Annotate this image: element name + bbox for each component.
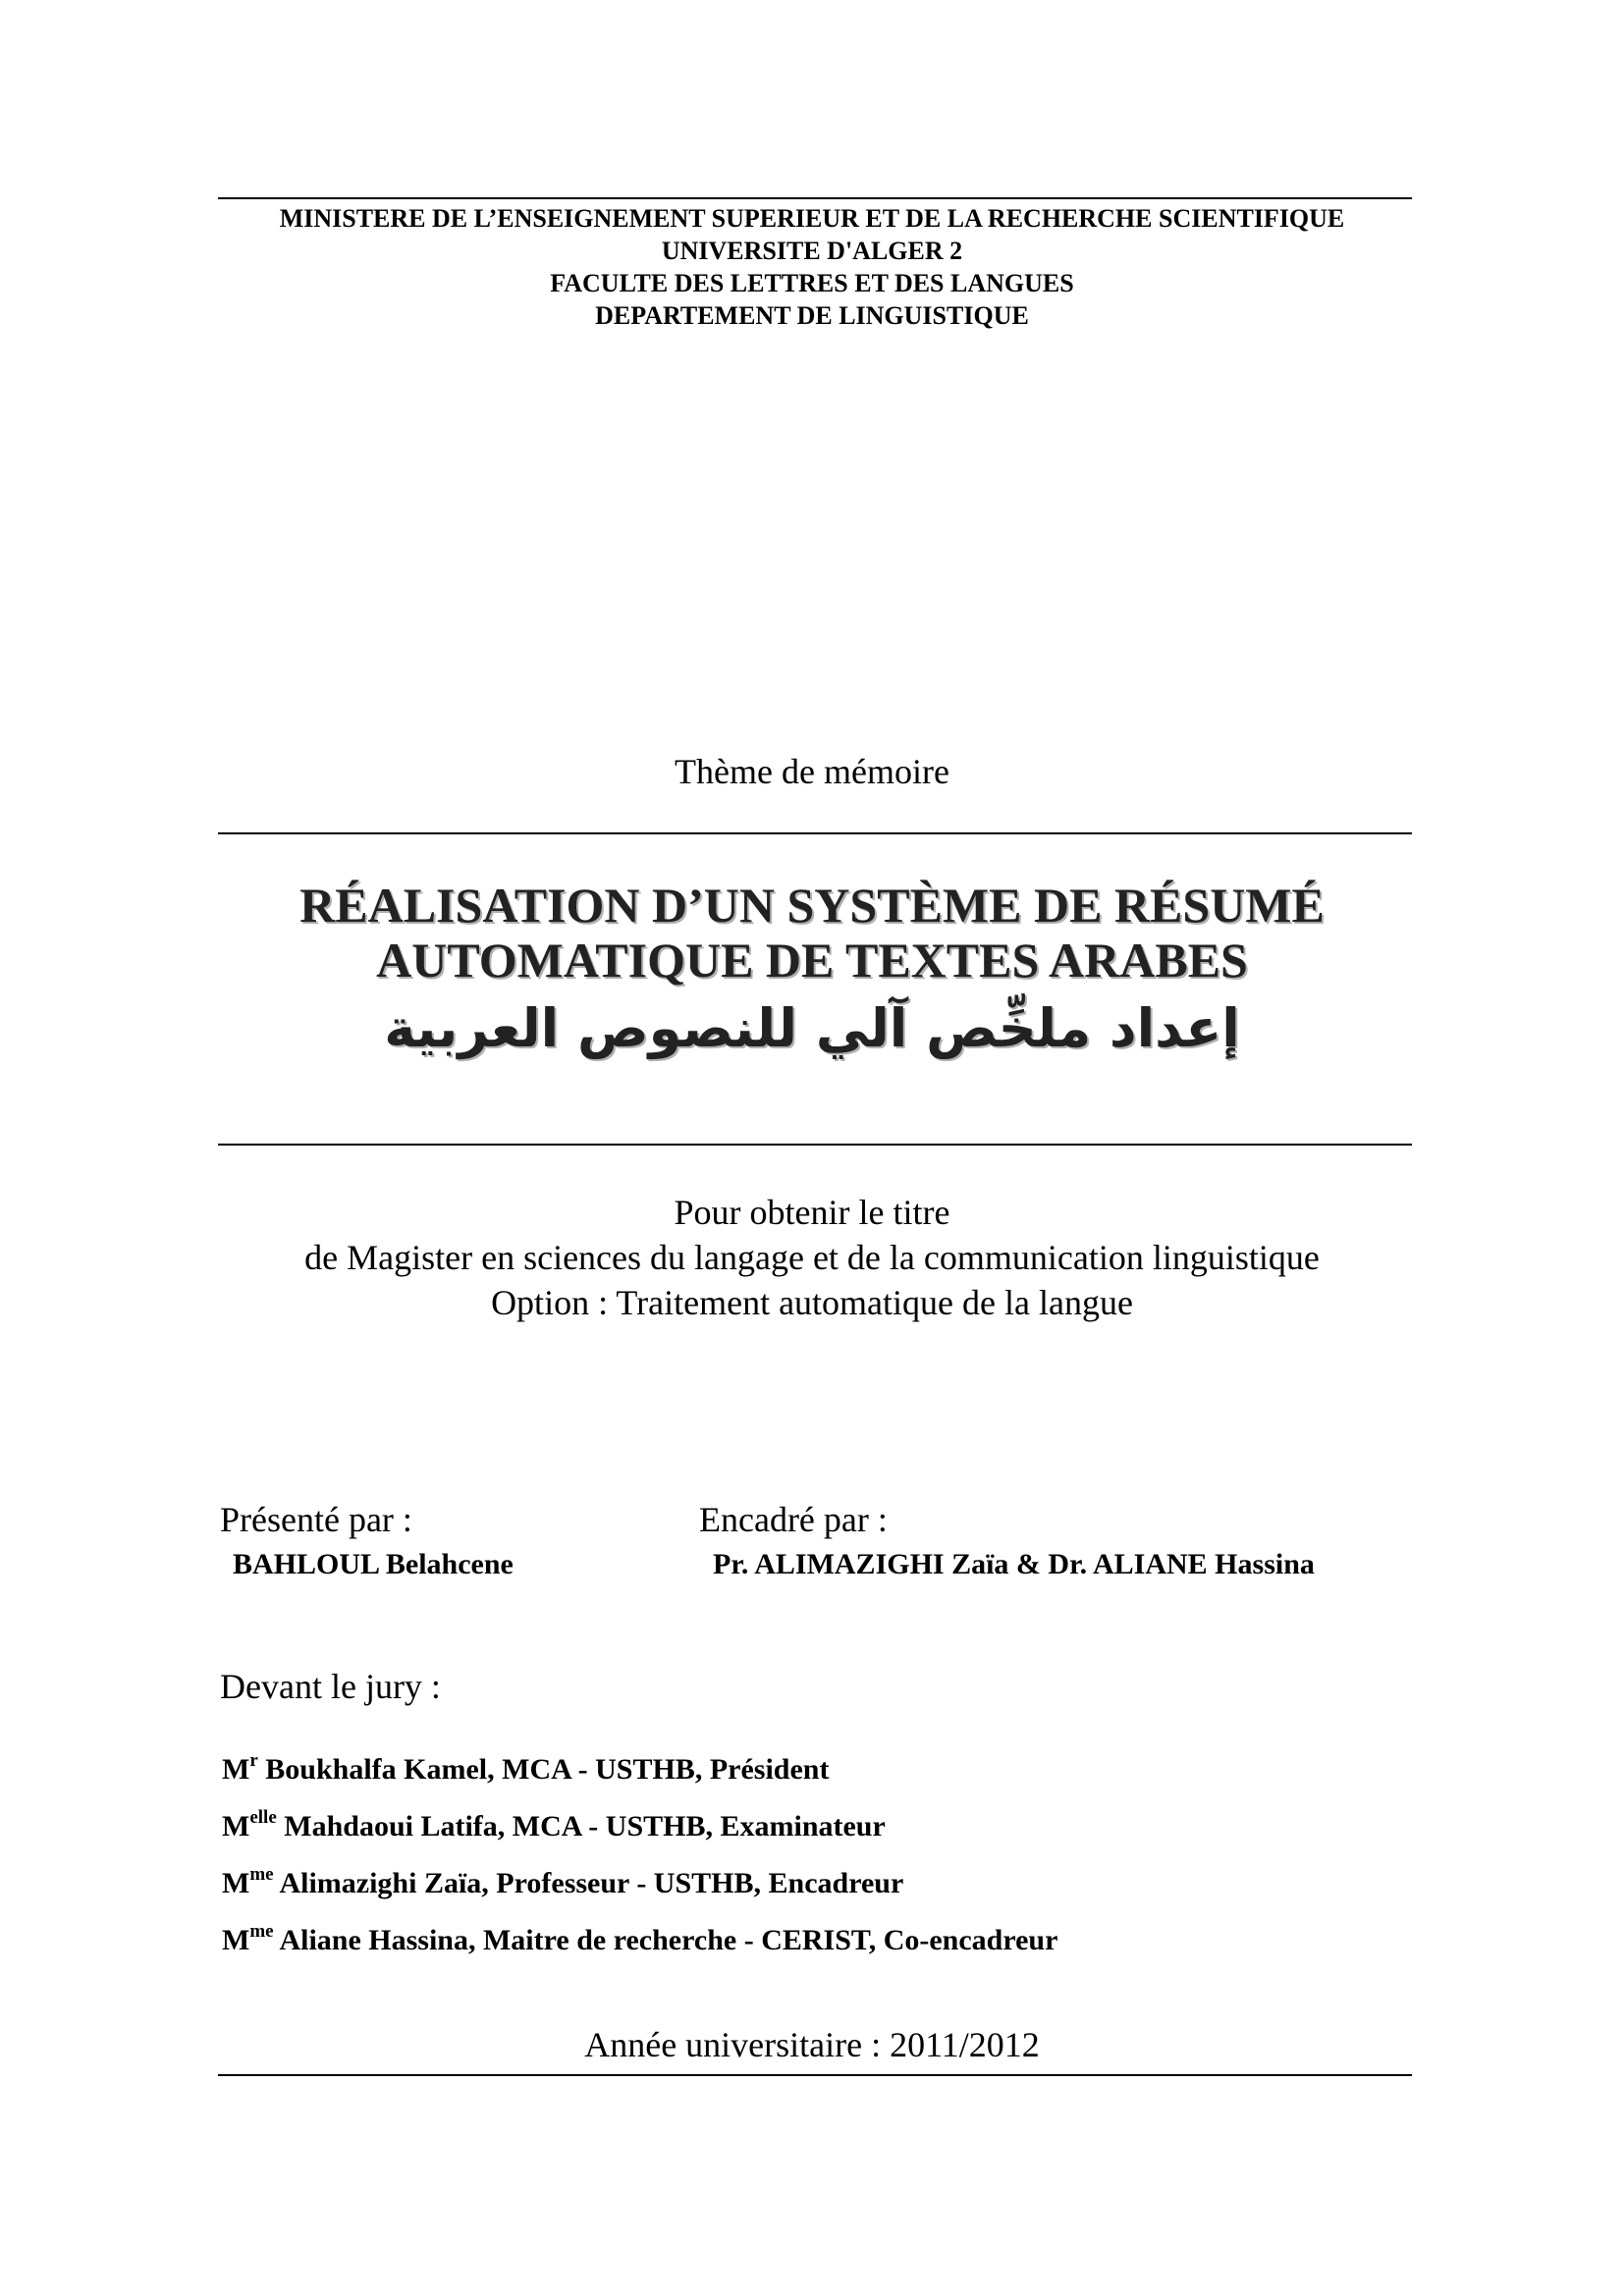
supervised-label: Encadré par : (699, 1500, 888, 1539)
author-name: BAHLOUL Belahcene (233, 1548, 514, 1580)
bottom-rule (218, 2074, 1412, 2076)
title-bottom-rule (218, 1144, 1412, 1146)
degree-line-1: Pour obtenir le titre (674, 1193, 950, 1232)
faculty-line: FACULTE DES LETTRES ET DES LANGUES (550, 269, 1074, 297)
jury-member-3: $M^{me}$ Alimazighi Zaïa, Professeur - USTHB, Encadreur (222, 1864, 904, 1899)
degree-line-2: de Magister en sciences du langage et de la communication linguistique (304, 1238, 1320, 1277)
thesis-title (0, 878, 1624, 988)
jury-member-2: $M^{elle}$ Mahdaoui Latifa, MCA - USTHB, Examinateur (222, 1807, 886, 1842)
university-line: UNIVERSITE D'ALGER 2 (661, 237, 963, 265)
top-rule (218, 197, 1412, 199)
arabic-title: إعداد ملخِّص آلي للنصوص العربية (384, 997, 1240, 1059)
theme-label: Thème de mémoire (675, 752, 949, 791)
institution-block (0, 202, 1624, 332)
title-line-1: RÉALISATION D’UN SYSTÈME DE RÉSUMÉ (299, 878, 1325, 933)
academic-year: Année universitaire : 2011/2012 (584, 2025, 1040, 2064)
jury-member-1: $M^r$ Boukhalfa Kamel, MCA - USTHB, Président (222, 1750, 830, 1786)
jury-label: Devant le jury : (220, 1667, 441, 1706)
title-top-rule (218, 832, 1412, 834)
supervisor-names: Pr. ALIMAZIGHI Zaïa & Dr. ALIANE Hassina (713, 1548, 1315, 1580)
ministry-line: MINISTERE DE L’ENSEIGNEMENT SUPERIEUR ET DE LA RECHERCHE SCIENTIFIQUE (279, 204, 1345, 233)
jury-member-4: $M^{me}$ Aliane Hassina, Maitre de recherche - CERIST, Co-encadreur (222, 1921, 1058, 1956)
department-line: DEPARTEMENT DE LINGUISTIQUE (595, 301, 1029, 330)
presented-label: Présenté par : (220, 1500, 412, 1539)
degree-line-3: Option : Traitement automatique de la langue (491, 1283, 1133, 1322)
degree-block (0, 1190, 1624, 1325)
title-line-2: AUTOMATIQUE DE TEXTES ARABES (376, 933, 1248, 988)
